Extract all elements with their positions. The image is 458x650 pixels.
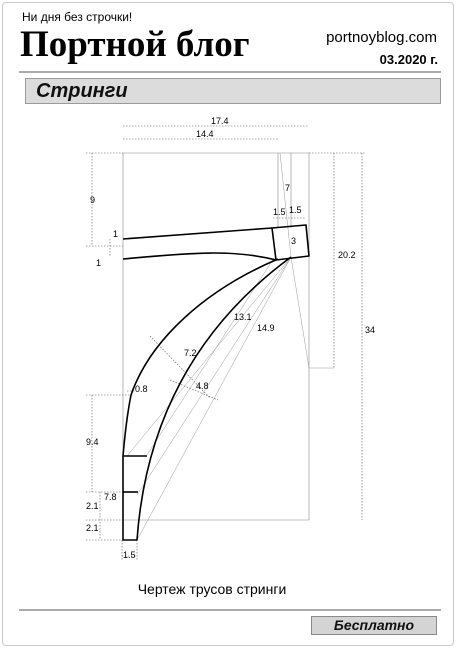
dimension-labels	[86, 116, 375, 560]
label-7-8: 7.8	[104, 492, 117, 502]
label-17-4: 17.4	[211, 116, 229, 126]
section-title: Стринги	[36, 80, 128, 102]
label-1-5-b: 1.5	[289, 205, 302, 215]
label-13-1: 13.1	[234, 312, 252, 322]
label-1-top: 1	[113, 229, 119, 239]
label-7-2: 7.2	[184, 348, 197, 358]
label-9: 9	[90, 195, 96, 205]
label-7: 7	[285, 183, 291, 193]
footer-divider	[19, 609, 441, 611]
label-1-5-a: 1.5	[273, 207, 286, 217]
label-0-8: 0.8	[135, 384, 148, 394]
label-2-1-a: 2.1	[86, 501, 99, 511]
issue-date: 03.2020 г.	[379, 52, 438, 67]
label-34: 34	[365, 325, 376, 335]
site-title: Портной блог	[20, 24, 250, 65]
site-url[interactable]: portnoyblog.com	[326, 29, 437, 46]
label-3: 3	[291, 236, 297, 246]
label-1-5-bottom: 1.5	[123, 550, 136, 560]
drawing-caption: Чертеж трусов стринги	[137, 581, 287, 597]
dimension-lines	[86, 126, 366, 560]
label-1-bottom: 1	[96, 258, 102, 268]
header-divider	[19, 71, 441, 73]
label-9-4: 9.4	[86, 437, 99, 447]
slogan: Ни дня без строчки!	[22, 10, 133, 24]
label-14-9: 14.9	[257, 323, 275, 333]
pattern-drawing	[0, 110, 458, 570]
label-4-8: 4.8	[196, 381, 209, 391]
label-2-1-b: 2.1	[86, 523, 99, 533]
label-20-2: 20.2	[338, 250, 356, 260]
section-bar	[25, 78, 441, 104]
price-badge: Бесплатно	[311, 616, 437, 635]
label-14-4: 14.4	[196, 129, 214, 139]
